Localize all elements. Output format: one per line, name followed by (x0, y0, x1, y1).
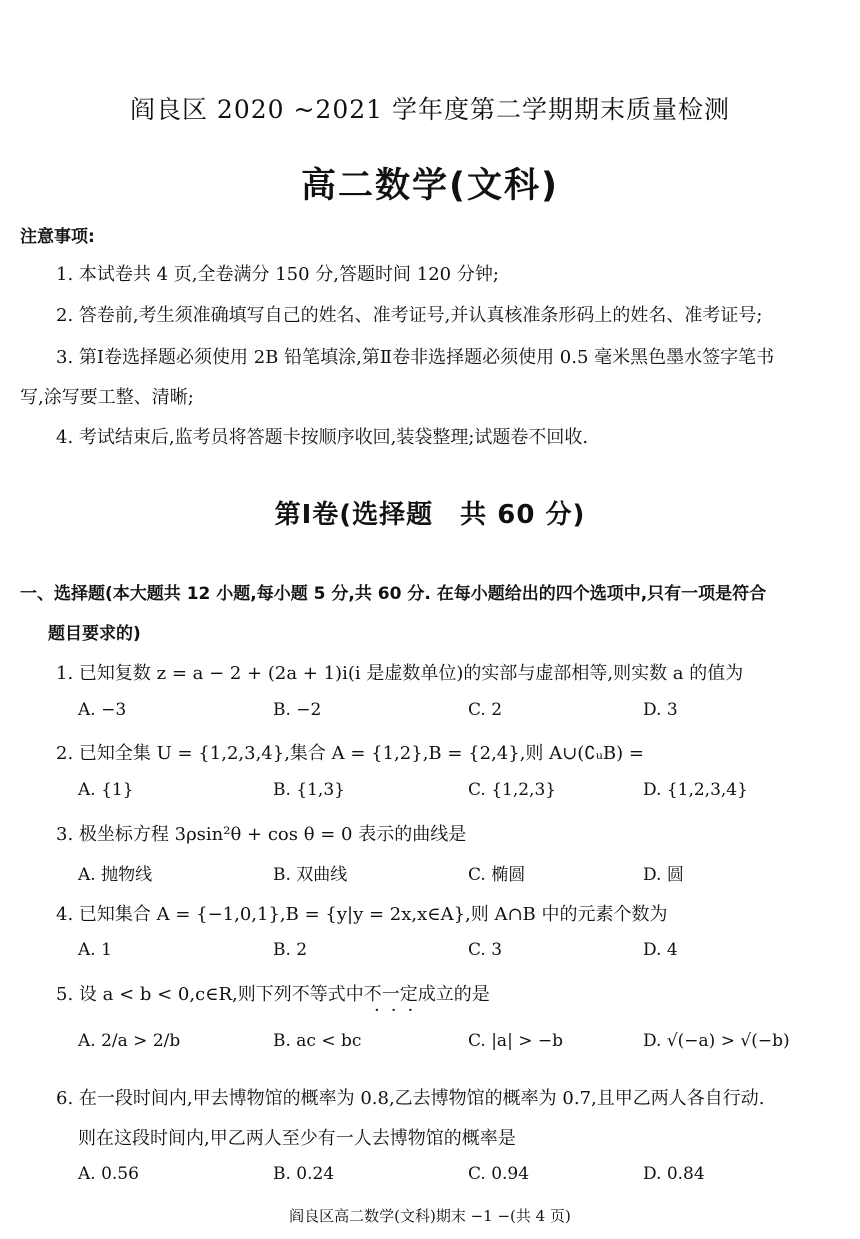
option-b: B. 2 (273, 940, 308, 960)
option-d: D. 0.84 (643, 1164, 705, 1184)
section-heading: 一、选择题(本大题共 12 小题,每小题 5 分,共 60 分. 在每小题给出的四个选项中,只有一项是符合 (20, 584, 767, 604)
option-a: A. 1 (78, 940, 112, 960)
option-d: D. 圆 (643, 865, 684, 885)
option-c: C. 椭圆 (468, 865, 526, 885)
option-b: B. ac < bc (273, 1031, 362, 1051)
option-a: A. −3 (78, 700, 127, 720)
question-stem: 2. 已知全集 U = {1,2,3,4},集合 A = {1,2},B = {2,4},则 A∪(∁ᵤB) = (56, 743, 644, 764)
option-c: C. 2 (468, 700, 503, 720)
option-a: A. 0.56 (78, 1164, 139, 1184)
emphasis-dots: ··· (374, 1000, 425, 1021)
question-stem: 1. 已知复数 z = a − 2 + (2a + 1)i(i 是虚数单位)的实部与虚部相等,则实数 a 的值为 (56, 663, 744, 684)
option-c: C. |a| > −b (468, 1031, 563, 1051)
notice-item: 2. 答卷前,考生须准确填写自己的姓名、准考证号,并认真核准条形码上的姓名、准考证号; (56, 305, 763, 326)
option-a: A. {1} (78, 780, 134, 800)
option-d: D. √(−a) > √(−b) (643, 1031, 790, 1051)
option-d: D. 3 (643, 700, 678, 720)
option-c: C. 0.94 (468, 1164, 530, 1184)
option-b: B. −2 (273, 700, 322, 720)
exam-title: 阎良区 2020 ~2021 学年度第二学期期末质量检测 (129, 95, 731, 124)
option-b: B. 0.24 (273, 1164, 335, 1184)
question-stem: 则在这段时间内,甲乙两人至少有一人去博物馆的概率是 (78, 1128, 516, 1149)
option-a: A. 2/a > 2/b (78, 1031, 181, 1051)
option-c: C. 3 (468, 940, 503, 960)
question-stem: 4. 已知集合 A = {−1,0,1},B = {y|y = 2x,x∈A},则 A∩B 中的元素个数为 (56, 904, 668, 925)
notice-item: 1. 本试卷共 4 页,全卷满分 150 分,答题时间 120 分钟; (56, 264, 499, 285)
notice-item: 写,涂写要工整、清晰; (20, 387, 194, 408)
subject-title: 高二数学(文科) (301, 166, 559, 206)
option-b: B. 双曲线 (273, 865, 348, 885)
option-d: D. {1,2,3,4} (643, 780, 748, 800)
notice-item: 3. 第Ⅰ卷选择题必须使用 2B 铅笔填涂,第Ⅱ卷非选择题必须使用 0.5 毫米黑色墨水签字笔书 (56, 347, 775, 368)
section-heading: 题目要求的) (48, 624, 141, 644)
page-footer: 阎良区高二数学(文科)期末 −1 −(共 4 页) (289, 1207, 571, 1225)
question-stem: 3. 极坐标方程 3ρsin²θ + cos θ = 0 表示的曲线是 (56, 824, 467, 845)
part-title: 第Ⅰ卷(选择题 共 60 分) (274, 500, 586, 530)
notice-title: 注意事项: (20, 227, 95, 247)
option-d: D. 4 (643, 940, 678, 960)
question-stem: 5. 设 a < b < 0,c∈R,则下列不等式中不一定成立的是 (56, 984, 490, 1005)
notice-item: 4. 考试结束后,监考员将答题卡按顺序收回,装袋整理;试题卷不回收. (56, 427, 589, 448)
option-a: A. 抛物线 (78, 865, 153, 885)
option-c: C. {1,2,3} (468, 780, 557, 800)
question-stem: 6. 在一段时间内,甲去博物馆的概率为 0.8,乙去博物馆的概率为 0.7,且甲乙两人各自行动. (56, 1088, 765, 1109)
option-b: B. {1,3} (273, 780, 345, 800)
